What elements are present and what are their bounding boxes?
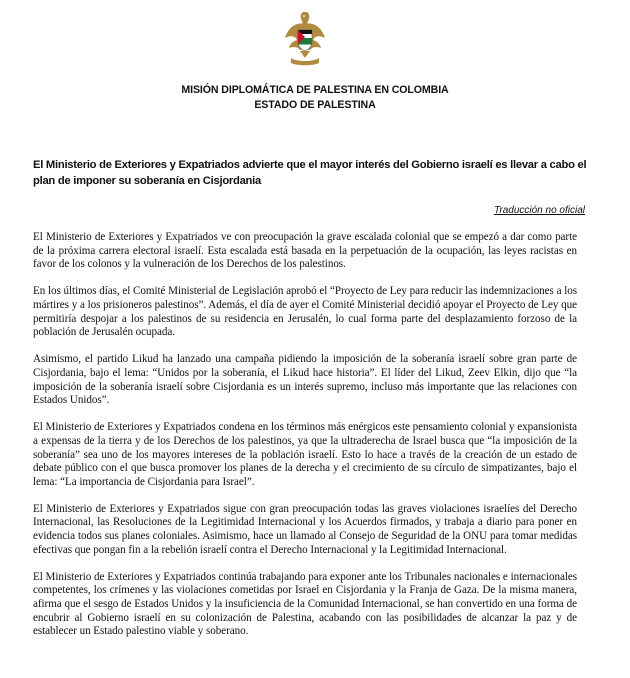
paragraph: El Ministerio de Exteriores y Expatriados ve con preocupación la grave escalada colonial que se empezó a dar como parte de la próxima carrera electoral israelí. Esta escalada está basada en la perpetuación de la ocupación, las leyes racistas en favor de los colonos y la vulneración de los Derechos de los palestinos. [33, 231, 577, 271]
mission-name: MISIÓN DIPLOMÁTICA DE PALESTINA EN COLOMBIA [181, 84, 449, 96]
document-body [33, 231, 577, 652]
paragraph: El Ministerio de Exteriores y Expatriados sigue con gran preocupación todas las graves violaciones israelíes del Derecho Internacional, las Resoluciones de la Legitimidad Internacional y los Acuerdos firmados, y trabaja a diario para poner en evidencia todos sus planes coloniales. Asimismo, hace un llamado al Consejo de Seguridad de la ONU para tomar medidas efectivas que pongan fin a la rebelión israelí contra el Derecho Internacional y la Legitimidad Internacional. [33, 502, 577, 556]
mission-header [0, 83, 630, 113]
translation-note: Traducción no oficial [494, 205, 585, 216]
paragraph: Asimismo, el partido Likud ha lanzado una campaña pidiendo la imposición de la soberanía israelí sobre gran parte de Cisjordania, bajo el lema: “Unidos por la soberanía, el Likud hace historia”. El líder del Likud, Zeev Elkin, dijo que “la imposición de la soberanía israelí sobre Cisjordania es un interés supremo, incluso más importante que las relaciones con Estados Unidos”. [33, 353, 577, 407]
paragraph: En los últimos días, el Comité Ministerial de Legislación aprobó el “Proyecto de Ley para reducir las indemnizaciones a los mártires y a los prisioneros palestinos”. Además, el día de ayer el Comité Ministerial decidió apoyar el Proyecto de Ley que permitiría despojar a los palestinos de su residencia en Jerusalén, lo cual forma parte del desplazamiento forzoso de la población de Jerusalén ocupada. [33, 285, 577, 339]
paragraph: El Ministerio de Exteriores y Expatriados continúa trabajando para exponer ante los Tribunales nacionales e internacionales competentes, los crímenes y las violaciones cometidas por Israel en Cisjordania y la Franja de Gaza. De la misma manera, afirma que el sesgo de Estados Unidos y la insuficiencia de la Comunidad Internacional, se han convertido en una forma de encubrir al Gobierno israelí en su colonización de Palestina, acabando con las posibilidades de alcanzar la paz y de establecer un Estado palestino viable y soberano. [33, 570, 577, 638]
palestine-emblem-icon [283, 8, 327, 70]
document-title: El Ministerio de Exteriores y Expatriados advierte que el mayor interés del Gobierno israelí es llevar a cabo el plan de imponer su soberanía en Cisjordania [33, 159, 587, 187]
state-name: ESTADO DE PALESTINA [254, 99, 376, 111]
paragraph: El Ministerio de Exteriores y Expatriados condena en los términos más enérgicos este pensamiento colonial y expansionista a expensas de la tierra y de los Derechos de los palestinos, ya que la ultraderecha de Israel busca que “la imposición de la soberanía” sea uno de los mayores intereses de la población israelí. Esto lo hace a través de la creación de un estado de debate público con el que busca promover los planes de la derecha y el crecimiento de su círculo de simpatizantes, bajo el lema: “La importancia de Cisjordania para Israel”. [33, 421, 577, 488]
